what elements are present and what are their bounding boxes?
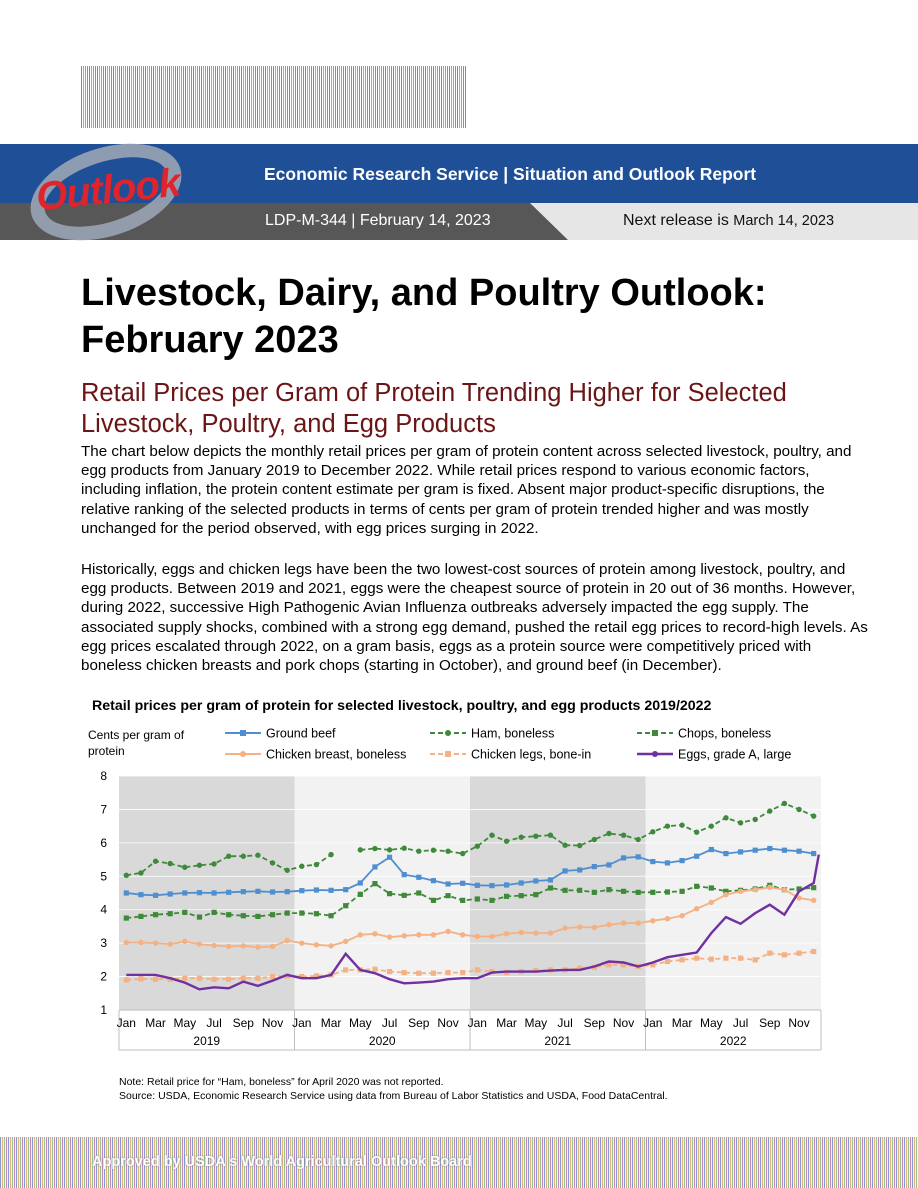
data-point-2 bbox=[533, 892, 538, 897]
data-point-0 bbox=[372, 864, 377, 869]
data-point-2 bbox=[665, 889, 670, 894]
data-point-3 bbox=[782, 887, 787, 892]
data-point-0 bbox=[738, 849, 743, 854]
data-point-3 bbox=[255, 944, 260, 949]
y-tick-label: 7 bbox=[100, 802, 107, 817]
data-point-0 bbox=[460, 881, 465, 886]
data-point-4 bbox=[182, 976, 187, 981]
data-point-3 bbox=[533, 930, 538, 935]
data-point-0 bbox=[679, 858, 684, 863]
data-point-0 bbox=[226, 890, 231, 895]
data-point-3 bbox=[167, 941, 172, 946]
data-point-0 bbox=[153, 893, 158, 898]
data-point-4 bbox=[124, 977, 129, 982]
data-point-2 bbox=[431, 898, 436, 903]
y-tick-label: 5 bbox=[100, 869, 107, 884]
data-point-0 bbox=[211, 890, 216, 895]
data-point-3 bbox=[270, 944, 275, 949]
data-point-1 bbox=[299, 864, 304, 869]
data-point-1 bbox=[518, 834, 523, 839]
data-point-1 bbox=[694, 829, 699, 834]
data-point-0 bbox=[504, 882, 509, 887]
data-point-0 bbox=[621, 855, 626, 860]
x-tick-label: Jul bbox=[381, 1016, 398, 1030]
data-point-1 bbox=[431, 848, 436, 853]
data-point-0 bbox=[197, 890, 202, 895]
footer-barcode bbox=[0, 1137, 918, 1188]
data-point-4 bbox=[211, 977, 216, 982]
y-tick-label: 6 bbox=[100, 835, 107, 850]
data-point-0 bbox=[138, 892, 143, 897]
data-point-1 bbox=[548, 832, 553, 837]
data-point-3 bbox=[124, 940, 129, 945]
data-point-2 bbox=[811, 885, 816, 890]
next-release-date: March 14, 2023 bbox=[733, 213, 835, 229]
next-release-label: Next release is bbox=[623, 212, 729, 229]
data-point-1 bbox=[489, 832, 494, 837]
x-tick-label: Jul bbox=[732, 1016, 749, 1030]
next-release bbox=[623, 212, 834, 230]
data-point-3 bbox=[811, 898, 816, 903]
data-point-3 bbox=[504, 931, 509, 936]
data-point-4 bbox=[153, 977, 158, 982]
data-point-2 bbox=[679, 889, 684, 894]
x-tick-label: Jul bbox=[206, 1016, 222, 1030]
data-point-3 bbox=[738, 889, 743, 894]
y-tick-label: 4 bbox=[100, 902, 107, 917]
data-point-3 bbox=[153, 940, 158, 945]
x-tick-label: May bbox=[173, 1016, 197, 1030]
x-tick-label: Mar bbox=[320, 1016, 342, 1030]
data-point-1 bbox=[328, 852, 333, 857]
data-point-2 bbox=[343, 903, 348, 908]
year-label: 2019 bbox=[193, 1034, 221, 1048]
x-tick-label: Nov bbox=[261, 1016, 284, 1030]
data-point-4 bbox=[416, 971, 421, 976]
data-point-1 bbox=[270, 860, 275, 865]
data-point-3 bbox=[401, 933, 406, 938]
data-point-3 bbox=[489, 934, 494, 939]
x-tick-label: Sep bbox=[408, 1016, 430, 1030]
data-point-0 bbox=[636, 854, 641, 859]
y-axis-label-line1: Cents per gram of bbox=[88, 728, 185, 742]
data-point-4 bbox=[767, 951, 772, 956]
year-label: 2020 bbox=[368, 1034, 396, 1048]
data-point-3 bbox=[518, 930, 523, 935]
data-point-1 bbox=[460, 851, 465, 856]
data-point-2 bbox=[314, 911, 319, 916]
data-point-0 bbox=[241, 889, 246, 894]
data-point-0 bbox=[475, 883, 480, 888]
data-point-3 bbox=[358, 932, 363, 937]
data-point-3 bbox=[416, 932, 421, 937]
legend-marker-3 bbox=[240, 751, 246, 757]
data-point-3 bbox=[767, 885, 772, 890]
y-tick-label: 8 bbox=[100, 769, 107, 783]
chart-source: Source: USDA, Economic Research Service using data from Bureau of Labor Statistics and USDA, Food DataCentral. bbox=[119, 1090, 668, 1102]
legend-marker-2 bbox=[652, 730, 658, 736]
data-point-3 bbox=[694, 906, 699, 911]
year-label: 2022 bbox=[719, 1034, 747, 1048]
legend-label-1: Ham, boneless bbox=[471, 726, 555, 741]
data-point-4 bbox=[343, 967, 348, 972]
data-point-2 bbox=[519, 893, 524, 898]
data-point-1 bbox=[752, 817, 757, 822]
data-point-0 bbox=[328, 888, 333, 893]
line-chart bbox=[80, 718, 840, 1058]
data-point-2 bbox=[328, 913, 333, 918]
data-point-2 bbox=[124, 915, 129, 920]
data-point-1 bbox=[416, 849, 421, 854]
logo-text: Outlook bbox=[34, 160, 182, 220]
chart-note: Note: Retail price for “Ham, boneless” for April 2020 was not reported. bbox=[119, 1076, 444, 1088]
data-point-3 bbox=[284, 938, 289, 943]
data-point-3 bbox=[460, 932, 465, 937]
data-point-0 bbox=[489, 883, 494, 888]
data-point-0 bbox=[519, 880, 524, 885]
data-point-2 bbox=[387, 891, 392, 896]
data-point-1 bbox=[138, 870, 143, 875]
data-point-3 bbox=[299, 940, 304, 945]
data-point-3 bbox=[445, 929, 450, 934]
data-point-4 bbox=[445, 970, 450, 975]
data-point-1 bbox=[796, 807, 801, 812]
banner-title: Economic Research Service | Situation and Outlook Report bbox=[264, 164, 757, 184]
data-point-3 bbox=[475, 934, 480, 939]
data-point-4 bbox=[738, 956, 743, 961]
data-point-2 bbox=[255, 914, 260, 919]
data-point-3 bbox=[577, 924, 582, 929]
x-tick-label: May bbox=[524, 1016, 548, 1030]
data-point-3 bbox=[606, 922, 611, 927]
data-point-4 bbox=[138, 976, 143, 981]
x-tick-label: Jul bbox=[557, 1016, 573, 1030]
x-tick-label: Sep bbox=[583, 1016, 605, 1030]
data-point-3 bbox=[592, 925, 597, 930]
data-point-1 bbox=[723, 815, 728, 820]
x-tick-label: Nov bbox=[788, 1016, 810, 1030]
data-point-1 bbox=[445, 849, 450, 854]
data-point-3 bbox=[387, 934, 392, 939]
data-point-0 bbox=[650, 859, 655, 864]
data-point-0 bbox=[562, 868, 567, 873]
data-point-4 bbox=[665, 959, 670, 964]
data-point-4 bbox=[811, 949, 816, 954]
data-point-0 bbox=[694, 854, 699, 859]
data-point-3 bbox=[723, 892, 728, 897]
x-tick-label: Jan bbox=[292, 1016, 312, 1030]
data-point-1 bbox=[504, 838, 509, 843]
data-point-3 bbox=[709, 900, 714, 905]
data-point-3 bbox=[211, 943, 216, 948]
data-point-2 bbox=[182, 910, 187, 915]
data-point-3 bbox=[241, 943, 246, 948]
data-point-1 bbox=[606, 831, 611, 836]
data-point-1 bbox=[387, 847, 392, 852]
x-tick-label: May bbox=[348, 1016, 372, 1030]
x-tick-label: May bbox=[699, 1016, 723, 1030]
y-tick-label: 3 bbox=[100, 936, 107, 951]
data-point-0 bbox=[285, 889, 290, 894]
footer-text: Approved by USDA s World Agricultural Outlook Board bbox=[92, 1154, 472, 1170]
data-point-2 bbox=[416, 890, 421, 895]
data-point-0 bbox=[533, 878, 538, 883]
legend-label-5: Eggs, grade A, large bbox=[678, 747, 792, 762]
data-point-4 bbox=[402, 970, 407, 975]
data-point-1 bbox=[358, 847, 363, 852]
data-point-2 bbox=[577, 888, 582, 893]
data-point-0 bbox=[358, 880, 363, 885]
data-point-3 bbox=[562, 925, 567, 930]
y-tick-label: 2 bbox=[100, 969, 107, 984]
data-point-1 bbox=[401, 846, 406, 851]
data-point-2 bbox=[636, 890, 641, 895]
data-point-1 bbox=[709, 823, 714, 828]
data-point-2 bbox=[650, 890, 655, 895]
data-point-1 bbox=[533, 833, 538, 838]
x-tick-label: Nov bbox=[437, 1016, 459, 1030]
x-tick-label: Jan bbox=[643, 1016, 663, 1030]
data-point-0 bbox=[314, 887, 319, 892]
data-point-1 bbox=[167, 861, 172, 866]
legend-label-2: Chops, boneless bbox=[678, 726, 772, 741]
data-point-1 bbox=[314, 862, 319, 867]
data-point-1 bbox=[197, 863, 202, 868]
x-tick-label: Mar bbox=[145, 1016, 166, 1030]
data-point-2 bbox=[197, 914, 202, 919]
data-point-4 bbox=[679, 957, 684, 962]
y-axis-label-line2: protein bbox=[88, 744, 125, 758]
data-point-3 bbox=[621, 920, 626, 925]
data-point-0 bbox=[299, 888, 304, 893]
page-title-line2: February 2023 bbox=[81, 319, 339, 361]
data-point-2 bbox=[168, 911, 173, 916]
data-point-0 bbox=[182, 890, 187, 895]
data-point-2 bbox=[285, 910, 290, 915]
data-point-0 bbox=[796, 849, 801, 854]
legend-marker-0 bbox=[240, 730, 246, 736]
data-point-0 bbox=[402, 872, 407, 877]
data-point-4 bbox=[270, 974, 275, 979]
data-point-3 bbox=[431, 932, 436, 937]
data-point-2 bbox=[562, 888, 567, 893]
data-point-2 bbox=[358, 892, 363, 897]
section-heading: Retail Prices per Gram of Protein Trending Higher for Selected Livestock, Poultry, and Egg Products bbox=[81, 379, 787, 438]
data-point-0 bbox=[767, 846, 772, 851]
data-point-4 bbox=[694, 956, 699, 961]
data-point-1 bbox=[211, 861, 216, 866]
data-point-1 bbox=[255, 853, 260, 858]
data-point-2 bbox=[694, 884, 699, 889]
data-point-0 bbox=[343, 887, 348, 892]
data-point-1 bbox=[284, 868, 289, 873]
data-point-0 bbox=[431, 878, 436, 883]
data-point-1 bbox=[665, 823, 670, 828]
data-point-2 bbox=[445, 893, 450, 898]
data-point-3 bbox=[182, 939, 187, 944]
page-title-line1: Livestock, Dairy, and Poultry Outlook: bbox=[81, 272, 767, 314]
data-point-0 bbox=[592, 864, 597, 869]
data-point-4 bbox=[782, 952, 787, 957]
legend-label-0: Ground beef bbox=[266, 726, 336, 741]
data-point-1 bbox=[124, 873, 129, 878]
data-point-4 bbox=[460, 970, 465, 975]
data-point-4 bbox=[197, 976, 202, 981]
data-point-0 bbox=[577, 867, 582, 872]
data-point-1 bbox=[182, 865, 187, 870]
data-point-3 bbox=[328, 943, 333, 948]
data-point-3 bbox=[343, 939, 348, 944]
data-point-2 bbox=[299, 910, 304, 915]
legend-marker-5 bbox=[652, 751, 658, 757]
data-point-3 bbox=[752, 887, 757, 892]
data-point-2 bbox=[211, 910, 216, 915]
legend-marker-1 bbox=[445, 730, 451, 736]
x-tick-label: Nov bbox=[612, 1016, 635, 1030]
data-point-4 bbox=[796, 951, 801, 956]
y-tick-label: 1 bbox=[100, 1003, 107, 1017]
data-point-2 bbox=[270, 912, 275, 917]
data-point-0 bbox=[811, 851, 816, 856]
data-point-2 bbox=[606, 887, 611, 892]
body-paragraph-2: Historically, eggs and chicken legs have been the two lowest-cost sources of protein among livestock, poultry, and egg products. Between 2019 and 2021, eggs were the cheapest source of protein in 20 out of 36 months. However, during 2022, successive High Pathogenic Avian Influenza outbreaks adversely impacted the egg supply. The associated supply shocks, combined with a strong egg demand, pushed the retail egg prices to record-high levels. As egg prices escalated through 2022, on a gram basis, eggs as a protein source were competitively priced with boneless chicken breasts and pork chops (starting in October), and ground beef (in December). bbox=[81, 561, 868, 675]
data-point-1 bbox=[241, 854, 246, 859]
data-point-2 bbox=[153, 912, 158, 917]
data-point-0 bbox=[753, 848, 758, 853]
data-point-0 bbox=[168, 891, 173, 896]
data-point-3 bbox=[314, 942, 319, 947]
data-point-0 bbox=[723, 851, 728, 856]
data-point-3 bbox=[650, 918, 655, 923]
legend-marker-4 bbox=[445, 751, 451, 757]
data-point-2 bbox=[460, 898, 465, 903]
data-point-3 bbox=[679, 913, 684, 918]
data-point-2 bbox=[241, 913, 246, 918]
data-point-2 bbox=[504, 894, 509, 899]
data-point-1 bbox=[767, 808, 772, 813]
data-point-2 bbox=[475, 896, 480, 901]
data-point-0 bbox=[416, 875, 421, 880]
data-point-0 bbox=[255, 889, 260, 894]
data-point-1 bbox=[811, 813, 816, 818]
data-point-4 bbox=[753, 957, 758, 962]
data-point-1 bbox=[226, 854, 231, 859]
data-point-1 bbox=[738, 820, 743, 825]
data-point-3 bbox=[665, 916, 670, 921]
data-point-1 bbox=[562, 842, 567, 847]
outlook-logo bbox=[22, 144, 192, 240]
data-point-2 bbox=[402, 893, 407, 898]
data-point-3 bbox=[138, 940, 143, 945]
data-point-1 bbox=[621, 832, 626, 837]
data-point-1 bbox=[635, 837, 640, 842]
data-point-4 bbox=[475, 967, 480, 972]
data-point-1 bbox=[650, 829, 655, 834]
data-point-1 bbox=[592, 837, 597, 842]
data-point-2 bbox=[138, 914, 143, 919]
x-tick-label: Sep bbox=[232, 1016, 254, 1030]
report-id: LDP-M-344 | February 14, 2023 bbox=[265, 212, 491, 229]
data-point-0 bbox=[782, 848, 787, 853]
data-point-3 bbox=[197, 941, 202, 946]
data-point-2 bbox=[548, 885, 553, 890]
header-barcode bbox=[81, 66, 467, 128]
data-point-2 bbox=[592, 890, 597, 895]
data-point-0 bbox=[548, 877, 553, 882]
data-point-4 bbox=[723, 956, 728, 961]
data-point-4 bbox=[387, 969, 392, 974]
data-point-2 bbox=[489, 898, 494, 903]
data-point-1 bbox=[475, 844, 480, 849]
data-point-0 bbox=[709, 847, 714, 852]
data-point-0 bbox=[124, 890, 129, 895]
x-tick-label: Mar bbox=[496, 1016, 517, 1030]
data-point-0 bbox=[445, 881, 450, 886]
data-point-4 bbox=[709, 957, 714, 962]
year-label: 2021 bbox=[544, 1034, 572, 1048]
data-point-0 bbox=[665, 860, 670, 865]
data-point-1 bbox=[577, 843, 582, 848]
data-point-1 bbox=[679, 822, 684, 827]
data-point-2 bbox=[226, 912, 231, 917]
data-point-4 bbox=[255, 976, 260, 981]
data-point-3 bbox=[548, 930, 553, 935]
x-tick-label: Mar bbox=[671, 1016, 693, 1030]
data-point-0 bbox=[387, 855, 392, 860]
data-point-1 bbox=[782, 801, 787, 806]
body-paragraph-1: The chart below depicts the monthly retail prices per gram of protein content across selected livestock, poultry, and egg products from January 2019 to December 2022. While retail prices respond to various economic factors, including inflation, the protein content estimate per gram is fixed. Absent major product-specific disruptions, the relative ranking of the selected products in terms of cents per gram of protein trended higher and was mostly unchanged for the period observed, with egg prices surging in 2022. bbox=[81, 443, 852, 537]
data-point-4 bbox=[372, 967, 377, 972]
data-point-3 bbox=[635, 920, 640, 925]
data-point-4 bbox=[226, 977, 231, 982]
data-point-3 bbox=[226, 944, 231, 949]
legend-label-4: Chicken legs, bone-in bbox=[471, 747, 592, 762]
data-point-1 bbox=[153, 859, 158, 864]
data-point-4 bbox=[241, 976, 246, 981]
data-point-2 bbox=[621, 889, 626, 894]
x-tick-label: Jan bbox=[467, 1016, 487, 1030]
legend-label-3: Chicken breast, boneless bbox=[266, 747, 407, 762]
data-point-0 bbox=[606, 862, 611, 867]
data-point-1 bbox=[372, 846, 377, 851]
data-point-2 bbox=[372, 881, 377, 886]
data-point-2 bbox=[709, 885, 714, 890]
x-tick-label: Jan bbox=[116, 1016, 136, 1030]
data-point-4 bbox=[431, 971, 436, 976]
data-point-3 bbox=[372, 931, 377, 936]
page-title bbox=[81, 270, 881, 364]
chart-title: Retail prices per gram of protein for selected livestock, poultry, and egg products 2019/2022 bbox=[92, 698, 712, 714]
report-banner bbox=[0, 144, 918, 240]
year-band bbox=[470, 776, 646, 1010]
x-tick-label: Sep bbox=[759, 1016, 781, 1030]
data-point-0 bbox=[270, 889, 275, 894]
